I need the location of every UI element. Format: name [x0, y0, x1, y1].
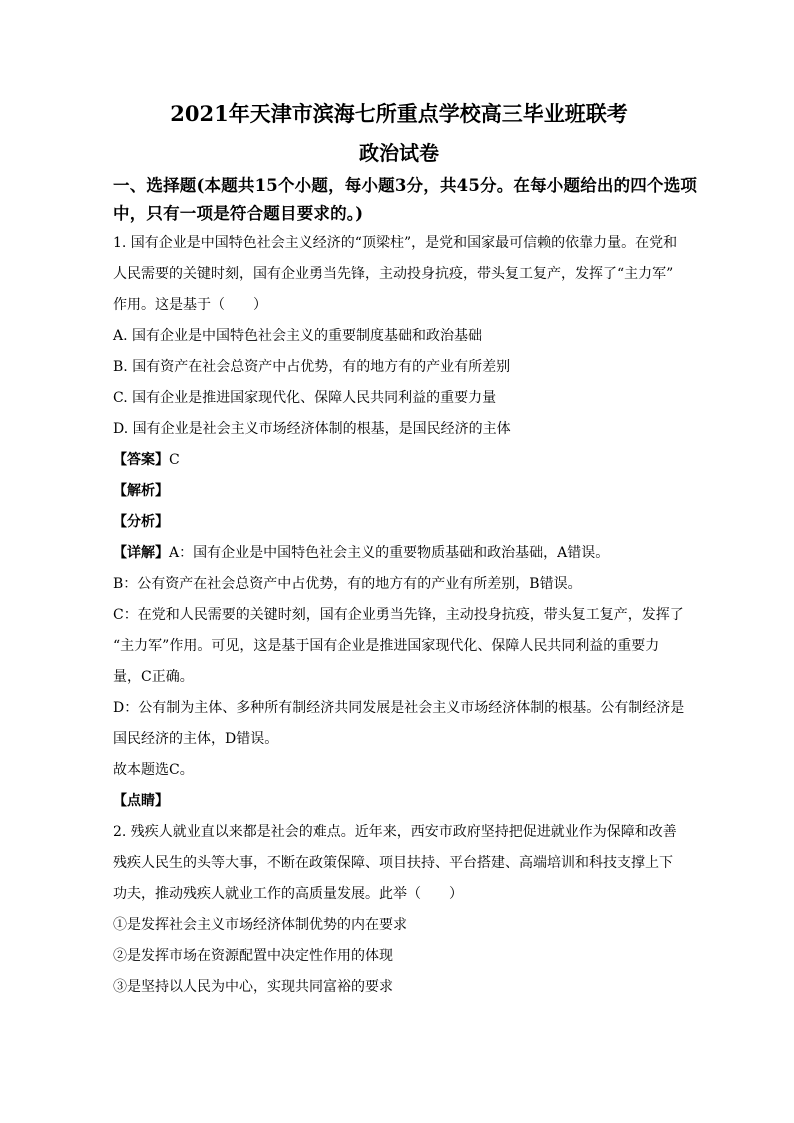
- question-1-option-d: D. 国有企业是社会主义市场经济体制的根基，是国民经济的主体: [113, 421, 511, 437]
- detail-a-line: [113, 538, 685, 569]
- answer-value: C: [169, 452, 180, 468]
- answer-line: [113, 445, 685, 476]
- detail-c-line: 量，C正确。: [113, 669, 194, 685]
- exam-subtitle: 政治试卷: [359, 141, 439, 165]
- section-heading-line: 一、选择题(本题共15个小题，每小题3分，共45分。在每小题给出的四个选项: [113, 176, 698, 195]
- conclusion-line: 故本题选C。: [113, 762, 194, 778]
- question-2-option-2: ②是发挥市场在资源配置中决定性作用的体现: [113, 948, 393, 964]
- detail-block: [113, 538, 685, 786]
- question-2-stem-line: 功夫，推动残疾人就业工作的高质量发展。此举（ ）: [113, 886, 463, 902]
- detail-label: 【详解】: [113, 545, 169, 561]
- answer-label: 【答案】: [113, 452, 169, 468]
- analysis-label: 【解析】: [113, 483, 169, 499]
- question-1-stem-line: 作用。这是基于（ ）: [113, 297, 267, 313]
- detail-b-line: B：公有资产在社会总资产中占优势，有的地方有的产业有所差别，B错误。: [113, 576, 582, 592]
- question-2-stem-line: 残疾人民生的头等大事，不断在政策保障、项目扶持、平台搭建、高端培训和科技支撑上下: [113, 855, 673, 871]
- detail-a-text: A：国有企业是中国特色社会主义的重要物质基础和政治基础，A错误。: [169, 545, 610, 561]
- section-heading: [113, 172, 698, 228]
- question-1-option-c: C. 国有企业是推进国家现代化、保障人民共同利益的重要力量: [113, 390, 497, 406]
- question-1-stem-line: 1. 国有企业是中国特色社会主义经济的“顶梁柱”，是党和国家最可信赖的依靠力量。在党和: [113, 235, 678, 251]
- question-1-stem-line: 人民需要的关键时刻，国有企业勇当先锋，主动投身抗疫，带头复工复产，发挥了“主力军”: [113, 266, 674, 282]
- detail-c-line: C：在党和人民需要的关键时刻，国有企业勇当先锋，主动投身抗疫，带头复工复产，发挥了: [113, 607, 684, 623]
- question-1-option-a: A. 国有企业是中国特色社会主义的重要制度基础和政治基础: [113, 328, 483, 344]
- comment-label: 【点睛】: [113, 793, 169, 809]
- question-1: [113, 228, 685, 445]
- question-2-stem-line: 2. 残疾人就业直以来都是社会的难点。近年来，西安市政府坚持把促进就业作为保障和改善: [113, 824, 677, 840]
- exam-title: 2021年天津市滨海七所重点学校高三毕业班联考: [170, 101, 628, 126]
- detail-c-line: “主力军”作用。可见，这是基于国有企业是推进国家现代化、保障人民共同利益的重要力: [113, 638, 660, 654]
- fenxi-label: 【分析】: [113, 514, 169, 530]
- question-1-option-b: B. 国有资产在社会总资产中占优势，有的地方有的产业有所差别: [113, 359, 511, 375]
- detail-d-line: 国民经济的主体，D错误。: [113, 731, 279, 747]
- question-2-option-1: ①是发挥社会主义市场经济体制优势的内在要求: [113, 917, 407, 933]
- question-2-option-3: ③是坚持以人民为中心，实现共同富裕的要求: [113, 979, 393, 995]
- exam-page: [113, 100, 698, 1003]
- section-heading-line: 中，只有一项是符合题目要求的。): [113, 204, 364, 223]
- question-2: [113, 817, 685, 1003]
- detail-d-line: D：公有制为主体、多种所有制经济共同发展是社会主义市场经济体制的根基。公有制经济是: [113, 700, 685, 716]
